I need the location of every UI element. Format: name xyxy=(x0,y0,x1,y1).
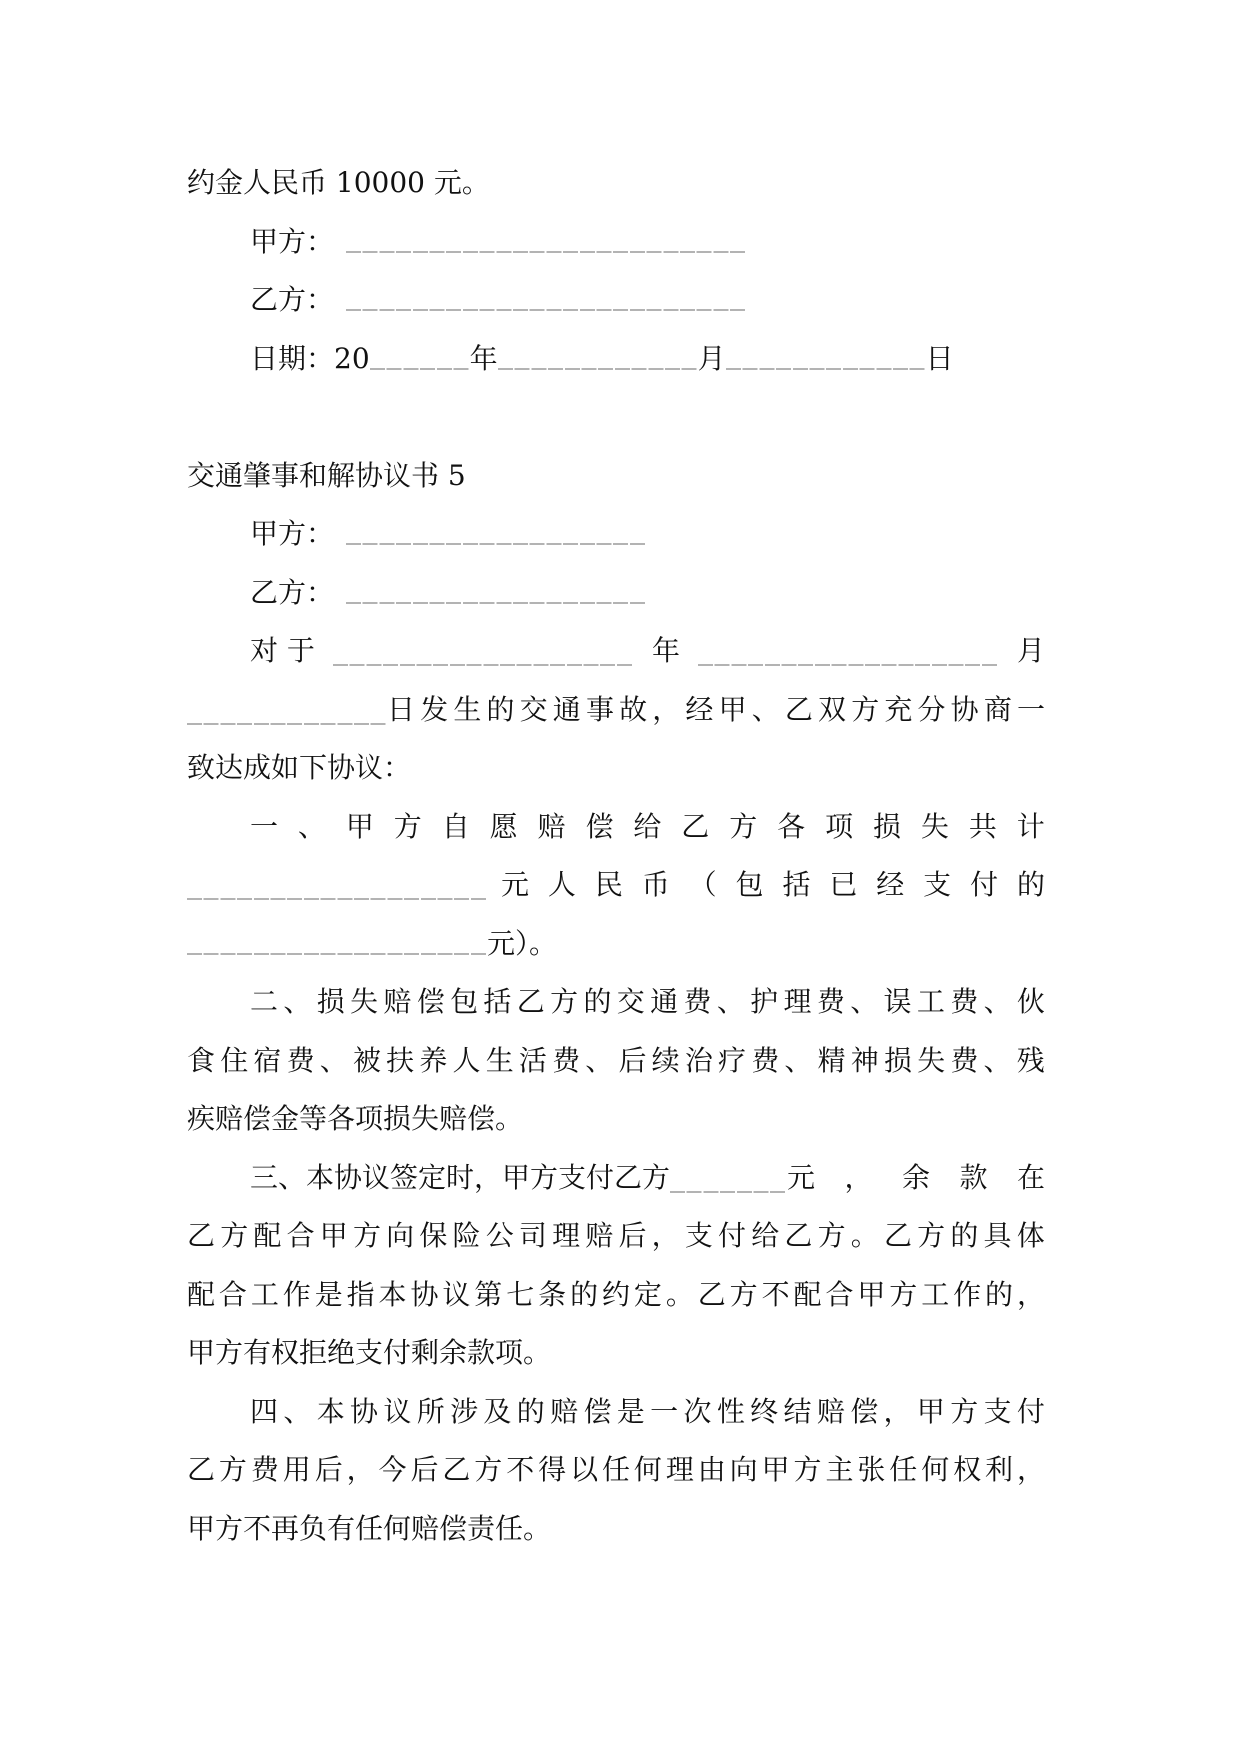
date-year-label: 年 xyxy=(469,341,498,375)
clause3-text-post: 元 ， 余 款 在 xyxy=(787,1160,1045,1194)
section-party-b-label: 乙方： xyxy=(250,575,335,609)
clause4-line-1 xyxy=(187,1383,1045,1442)
section-party-b-line xyxy=(187,564,1045,623)
intro-month-blank[interactable] xyxy=(698,664,998,666)
clause4-line-2 xyxy=(187,1441,1045,1500)
clause3-text-pre: 三、本协议签定时，甲方支付乙方 xyxy=(250,1160,671,1194)
party-a-label: 甲方： xyxy=(250,224,335,258)
date-day-blank[interactable] xyxy=(726,368,926,370)
spacer xyxy=(187,388,1045,447)
intro-line-2 xyxy=(187,681,1045,740)
party-b-blank[interactable] xyxy=(346,309,746,311)
clause4-line-3 xyxy=(187,1500,1045,1559)
clause3-payment-blank[interactable] xyxy=(670,1191,787,1193)
section-title: 交通肇事和解协议书 5 xyxy=(187,458,466,492)
section-title-line xyxy=(187,447,1045,506)
clause1-line-3 xyxy=(187,915,1045,974)
sign-party-b-line xyxy=(187,271,1045,330)
continued-text: 约金人民币 10000 元。 xyxy=(187,166,490,199)
clause3-line-1 xyxy=(187,1149,1045,1208)
sign-date-line xyxy=(187,330,1045,389)
intro-line-1 xyxy=(187,622,1045,681)
clause1-total-blank[interactable] xyxy=(187,898,487,900)
clause3-text-4: 甲方有权拒绝支付剩余款项。 xyxy=(187,1336,552,1369)
clause1-text-3: 元）。 xyxy=(487,926,558,960)
sign-party-a-line xyxy=(187,213,1045,272)
party-b-label: 乙方： xyxy=(250,283,335,316)
section-party-a-label: 甲方： xyxy=(250,517,335,550)
intro-line-3 xyxy=(187,739,1045,798)
date-year-blank[interactable] xyxy=(370,368,470,370)
clause4-text-3: 甲方不再负有任何赔偿责任。 xyxy=(187,1511,552,1545)
continued-text-line xyxy=(187,154,1045,213)
clause1-text-1: 一 、 甲 方 自 愿 赔 偿 给 乙 方 各 项 损 失 共 计 xyxy=(250,809,1045,843)
clause1-line-1 xyxy=(187,798,1045,857)
intro-month-label: 月 xyxy=(1016,634,1045,667)
intro-line-3-text: 致达成如下协议： xyxy=(187,751,412,784)
clause3-text-2: 乙 方 配 合 甲 方 向 保 险 公 司 理 赔 后 ， 支 付 给 乙 方 。 乙 方 的 具 体 xyxy=(187,1219,1045,1252)
clause1-text-2: 元 人 民 币 （ 包 括 已 经 支 付 的 xyxy=(501,868,1045,901)
section-party-a-blank[interactable] xyxy=(346,543,646,545)
clause1-paid-blank[interactable] xyxy=(187,953,487,955)
party-a-blank[interactable] xyxy=(346,251,746,253)
clause2-text-3: 疾赔偿金等各项损失赔偿。 xyxy=(187,1102,524,1135)
intro-year-blank[interactable] xyxy=(333,664,633,666)
intro-day-blank[interactable] xyxy=(187,723,387,725)
clause2-line-3 xyxy=(187,1090,1045,1149)
section-party-b-blank[interactable] xyxy=(346,602,646,604)
clause4-text-1: 四 、 本 协 议 所 涉 及 的 赔 偿 是 一 次 性 终 结 赔 偿 ， 甲 方 支 付 xyxy=(250,1394,1045,1428)
date-month-blank[interactable] xyxy=(498,368,698,370)
date-month-label: 月 xyxy=(697,341,726,375)
clause3-line-4 xyxy=(187,1324,1045,1383)
clause2-text-2: 食 住 宿 费 、 被 扶 养 人 生 活 费 、 后 续 治 疗 费 、 精 神 损 失 费 、 残 xyxy=(187,1043,1045,1077)
intro-duiyu: 对 于 xyxy=(250,634,315,667)
document-page xyxy=(187,154,1045,1558)
intro-year-label: 年 xyxy=(651,634,680,667)
intro-rest: 日 发 生 的 交 通 事 故 ， 经 甲 、 乙 双 方 充 分 协 商 一 xyxy=(387,692,1045,726)
clause4-text-2: 乙 方 费 用 后 ， 今 后 乙 方 不 得 以 任 何 理 由 向 甲 方 主 张 任 何 权 利 ， xyxy=(187,1453,1045,1486)
clause2-line-1 xyxy=(187,973,1045,1032)
clause2-text-1: 二 、 损 失 赔 偿 包 括 乙 方 的 交 通 费 、 护 理 费 、 误 工 费 、 伙 xyxy=(250,985,1045,1018)
clause3-text-3: 配 合 工 作 是 指 本 协 议 第 七 条 的 约 定 。 乙 方 不 配 合 甲 方 工 作 的 ， xyxy=(187,1277,1045,1311)
clause2-line-2 xyxy=(187,1032,1045,1091)
date-day-label: 日 xyxy=(925,341,954,375)
clause3-line-2 xyxy=(187,1207,1045,1266)
clause1-line-2 xyxy=(187,856,1045,915)
section-party-a-line xyxy=(187,505,1045,564)
date-prefix: 日期：20 xyxy=(250,341,370,375)
clause3-line-3 xyxy=(187,1266,1045,1325)
